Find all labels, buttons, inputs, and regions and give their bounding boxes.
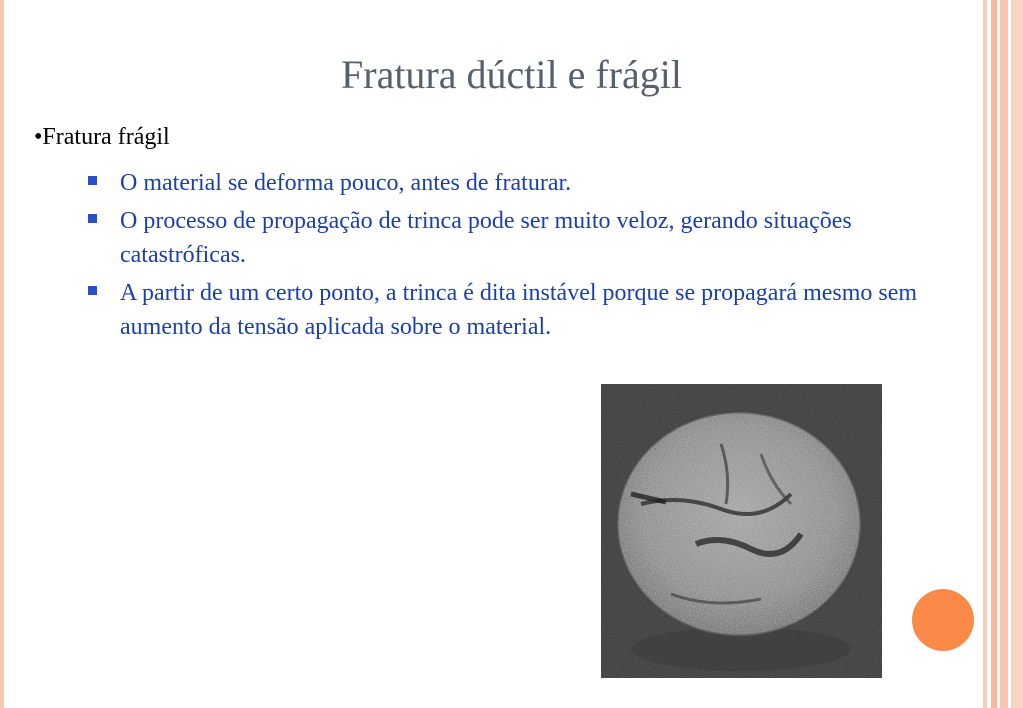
bullet-text: A partir de um certo ponto, a trinca é dita instável porque se propagará mesmo sem aumento da tensão aplicada sobre o material. — [120, 280, 918, 340]
square-bullet-icon — [88, 214, 97, 223]
right-stripe-4 — [1011, 0, 1023, 708]
slide-title: Fratura dúctil e frágil — [341, 52, 682, 97]
bullet-item — [88, 204, 983, 272]
bullet-item — [88, 276, 983, 344]
square-bullet-icon — [88, 286, 97, 295]
orange-circle — [912, 589, 974, 651]
right-stripe-1 — [983, 0, 987, 708]
square-bullet-icon — [88, 176, 97, 185]
bullet-text: O processo de propagação de trinca pode ser muito veloz, gerando situações catastróficas. — [120, 208, 852, 268]
bullet-item — [88, 166, 983, 200]
right-stripe-3 — [1000, 0, 1008, 708]
bullet-list — [88, 166, 983, 348]
fracture-surface-photo — [601, 384, 882, 678]
left-frame-line — [0, 0, 4, 708]
bullet-text: O material se deforma pouco, antes de fraturar. — [120, 170, 572, 196]
right-stripe-2 — [991, 0, 997, 708]
topic-heading: •Fratura frágil — [34, 124, 170, 150]
